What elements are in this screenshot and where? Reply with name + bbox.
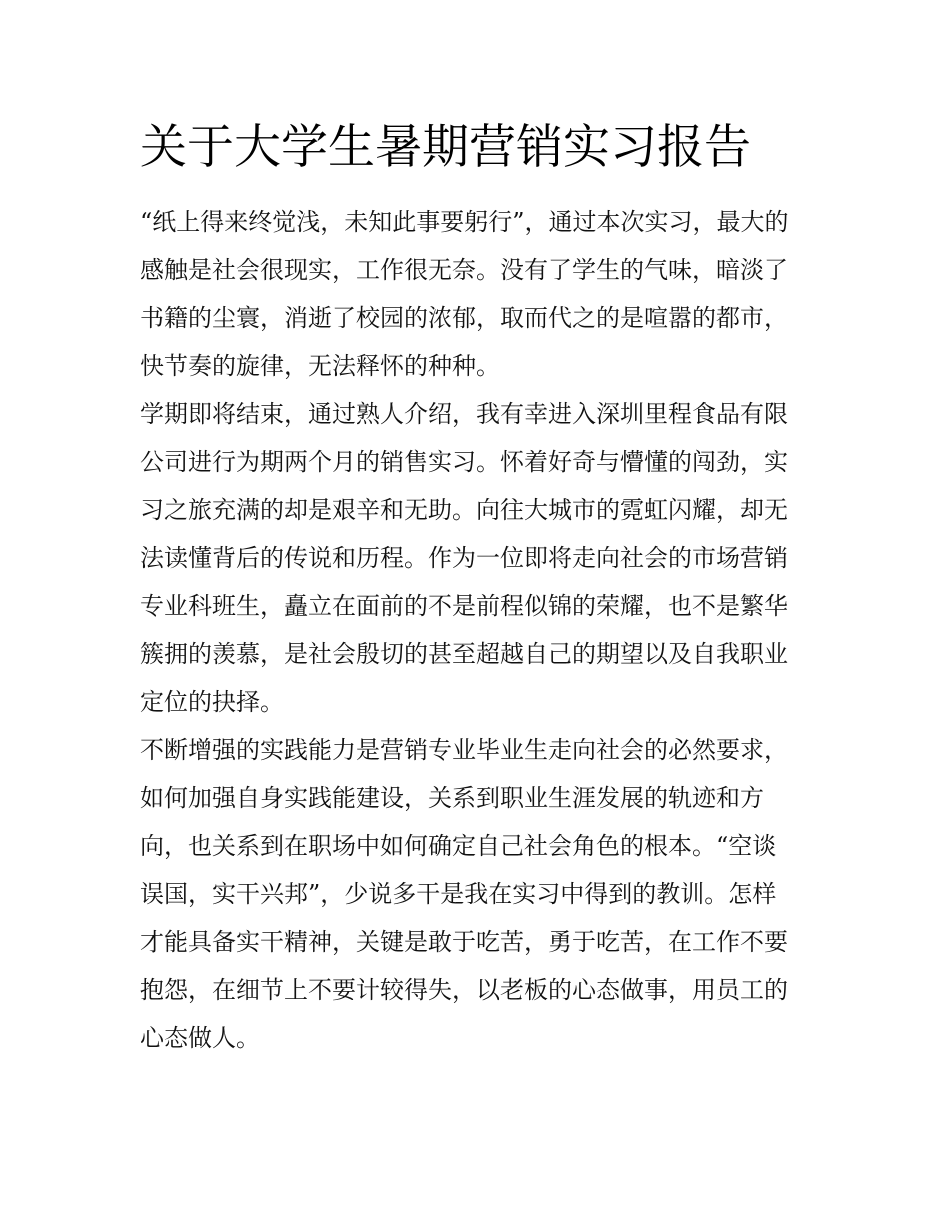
text-line: 习之旅充满的却是艰辛和无助。向往大城市的霓虹闪耀，却无 (140, 496, 788, 524)
text-line: 误国，实干兴邦”，少说多干是我在实习中得到的教训。怎样 (140, 880, 777, 908)
text-line: 簇拥的羡慕，是社会殷切的甚至超越自己的期望以及自我职业 (140, 640, 788, 668)
text-line: 快节奏的旋律，无法释怀的种种。 (140, 352, 500, 380)
text-line: 才能具备实干精神，关键是敢于吃苦，勇于吃苦，在工作不要 (140, 928, 788, 956)
text-line: 不断增强的实践能力是营销专业毕业生走向社会的必然要求， (140, 736, 788, 764)
paragraph-3 (140, 726, 812, 1062)
text-line: 抱怨，在细节上不要计较得失，以老板的心态做事，用员工的 (140, 976, 788, 1004)
text-line: 公司进行为期两个月的销售实习。怀着好奇与懵懂的闯劲，实 (140, 448, 788, 476)
text-line: 法读懂背后的传说和历程。作为一位即将走向社会的市场营销 (140, 544, 788, 572)
document-body (140, 198, 812, 1062)
text-line: 学期即将结束，通过熟人介绍，我有幸进入深圳里程食品有限 (140, 400, 788, 428)
paragraph-1 (140, 198, 812, 390)
text-line: 定位的抉择。 (140, 688, 284, 716)
text-line: “纸上得来终觉浅，未知此事要躬行”，通过本次实习，最大的 (140, 208, 789, 236)
text-line: 感触是社会很现实，工作很无奈。没有了学生的气味，暗淡了 (140, 256, 788, 284)
paragraph-2 (140, 390, 812, 726)
text-line: 如何加强自身实践能建设，关系到职业生涯发展的轨迹和方 (140, 784, 764, 812)
text-line: 心态做人。 (140, 1024, 260, 1052)
text-line: 专业科班生，矗立在面前的不是前程似锦的荣耀，也不是繁华 (140, 592, 788, 620)
text-line: 向，也关系到在职场中如何确定自己社会角色的根本。“空谈 (140, 832, 777, 860)
text-line: 书籍的尘寰，消逝了校园的浓郁，取而代之的是喧嚣的都市， (140, 304, 788, 332)
document-title: 关于大学生暑期营销实习报告 (140, 120, 751, 175)
